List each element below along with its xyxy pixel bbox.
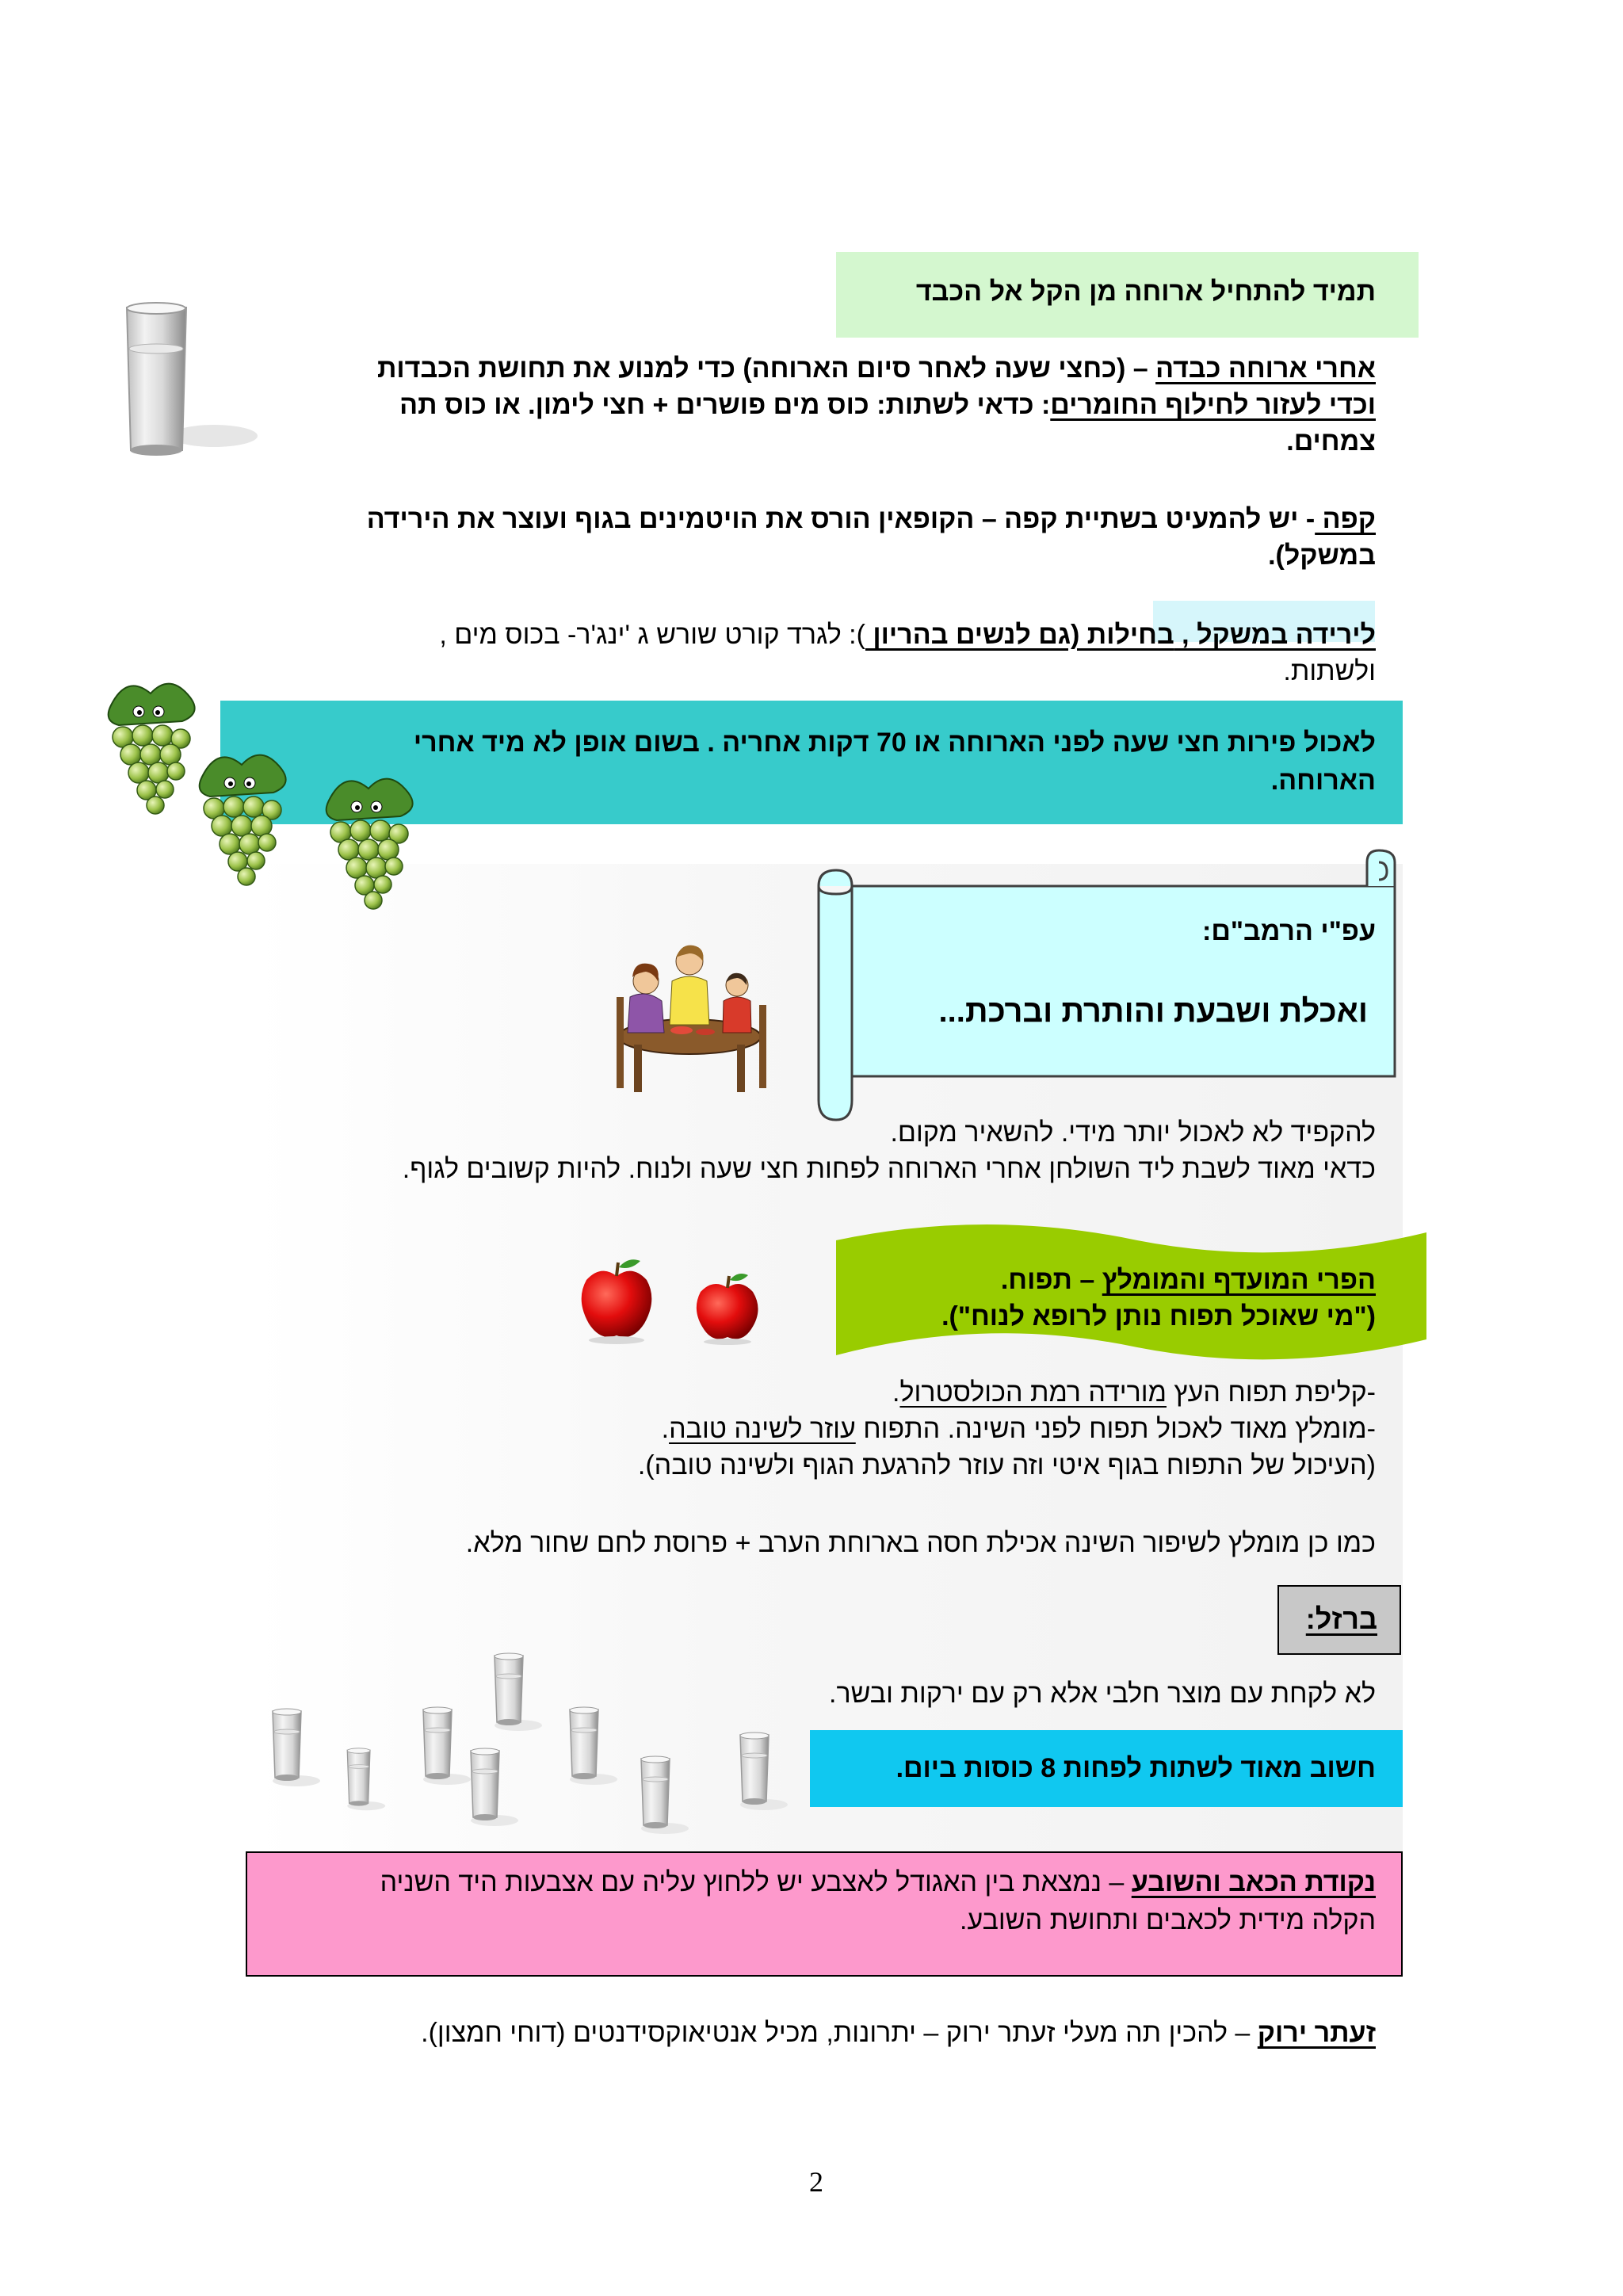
grapes-icon [99,678,432,931]
apple-fact-2 [108,1411,1376,1447]
pressure-point-term: נקודת הכאב והשובע [1131,1867,1376,1897]
weight-loss-line2: ולשתות. [1283,656,1376,686]
fruits-line2: הארוחה. [1270,766,1376,796]
apple-banner-term: הפרי המועדף והמומלץ [1102,1265,1376,1295]
moderation-line2: כדאי מאוד לשבת ליד השולחן אחרי הארוחה לפחות חצי שעה ולנוח. להיות קשובים לגוף. [402,1154,1376,1184]
sleep-tip: כמו כן מומלץ לשיפור השינה אכילת חסה בארוחת הערב + פרוסת לחם שחור מלא. [465,1528,1376,1558]
apple-fact-2-post: . [661,1414,670,1444]
zaatar-rest: – להכין תה מעלי זעתר ירוק – יתרונות, מכיל אנטיאוקסידנטים (דוחי חמצון). [421,2018,1258,2048]
zaatar-line [108,2015,1376,2051]
weight-loss-line1 [108,617,1376,653]
zaatar-term: זעתר ירוק [1257,2018,1376,2048]
glasses-group-icon [262,1652,800,1843]
heavy-meal-line1-rest: – (כחצי שעה לאחר סיום הארוחה) כדי למנוע את תחושת הכבדות [377,353,1156,384]
weight-loss-term: לירידה במשקל , [1174,620,1376,650]
apple-fact-2-pre: -מומלץ מאוד לאכול תפוח לפני השינה. התפוח [855,1414,1376,1444]
heavy-meal-term: אחרי ארוחה כבדה [1155,353,1376,384]
apple-fact-1 [108,1374,1376,1411]
water-text: חשוב מאוד לשתות לפחות 8 כוסות ביום. [896,1753,1376,1783]
heavy-meal-line2 [187,387,1376,423]
good-sleep-term: עוזר לשינה טובה [669,1414,856,1444]
moderation-line1: להקפיד לא לאכול יותר מידי. להשאיר מקום. [890,1117,1376,1148]
coffee-term: קפה [1315,504,1376,534]
iron-text: לא לקחת עם מוצר חלבי אלא רק עם ירקות ובשר. [829,1679,1376,1709]
apple-fact-1-post: . [892,1377,900,1408]
apple-fact-3: (העיכול של התפוח בגוף איטי וזה עוזר להרגעת הגוף ולשינה טובה). [637,1450,1376,1480]
apple-banner-line2: ("מי שאוכל תפוח נותן לרופא לנוח"). [941,1301,1376,1331]
weight-loss-line1-rest: ): לגרד קורט שורש ג 'ינג'ר- בכוס מים , [439,620,865,650]
apple-icon [577,1256,767,1347]
light-to-heavy-text: תמיד להתחיל ארוחה מן הקל אל הכבד [915,277,1376,307]
coffee-line1 [147,501,1376,537]
heavy-meal-line3: צמחים. [1286,426,1376,457]
coffee-line2: במשקל). [1268,541,1376,571]
rambam-title: עפ"י הרמב"ם: [1202,916,1376,946]
coffee-line1-rest: - יש להמעיט בשתיית קפה – הקופאין הורס את הויטמינים בגוף ועוצר את הירידה [366,504,1316,534]
pressure-point-line1 [235,1864,1376,1901]
rambam-quote: ואכלת ושבעת והותרת וברכת... [938,994,1368,1029]
heavy-meal-line1 [187,350,1376,387]
apple-fact-1-pre: -קליפת תפוח העץ [1166,1377,1376,1408]
apple-banner-line1-rest: – תפוח. [1000,1265,1102,1295]
heavy-meal-line2-rest: : כדאי לשתות: כוס מים פושרים + חצי לימון. או כוס תה [399,390,1051,420]
fruits-line1: לאכול פירות חצי שעה לפני הארוחה או 70 דקות אחריה . בשום אופן לא מיד אחרי [413,728,1376,758]
nausea-term: בחילות (גם לנשים בהריון [865,620,1174,650]
pressure-point-line1-rest: – נמצאת בין האגודל לאצבע יש ללחוץ עליה עם אצבעות היד השניה [380,1867,1132,1897]
pressure-point-line2: הקלה מידית לכאבים ותחושת השובע. [960,1905,1376,1935]
page-number: 2 [809,2166,823,2198]
iron-title: ברזל: [1305,1603,1377,1635]
cholesterol-term: מורידה רמת הכולסטרול [899,1377,1167,1408]
apple-banner-line1 [821,1262,1376,1298]
metabolism-term: וכדי לעזור לחילוף החומרים [1050,390,1376,420]
family-dinner-icon [610,926,773,1096]
scroll-banner [804,846,1411,1124]
